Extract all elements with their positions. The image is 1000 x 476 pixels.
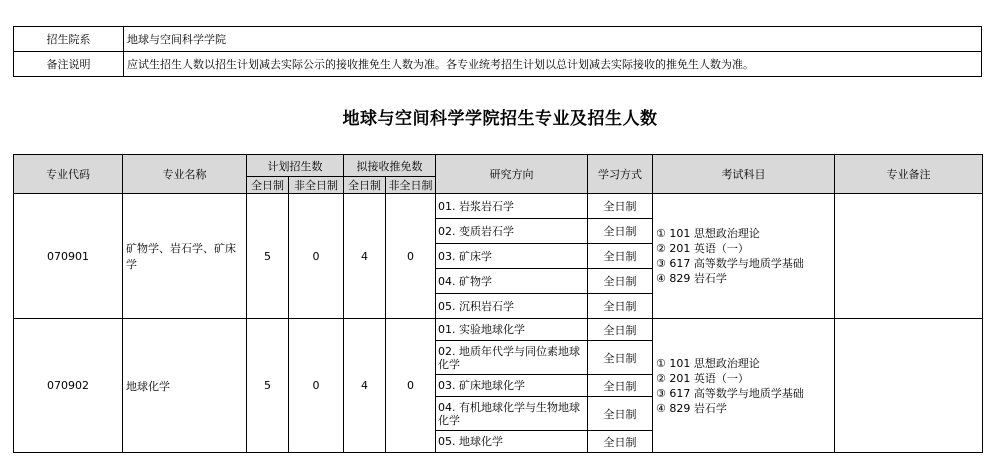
table-row [14,194,983,219]
direction-cell: 01. 实验地球化学 [436,319,588,341]
major-name: 地球化学 [123,319,247,453]
info-label: 招生院系 [14,27,124,52]
exam-subject: ④ 829 岩石学 [656,272,727,285]
rec-parttime: 0 [386,319,436,453]
header-row [14,155,983,177]
direction-cell: 05. 地球化学 [436,431,588,453]
header-code: 专业代码 [14,155,123,194]
exam-subject: ① 101 思想政治理论 [656,227,760,240]
direction-cell: 02. 地质年代学与同位素地球化学 [436,341,588,375]
header-name: 专业名称 [123,155,247,194]
major-note [835,194,983,319]
page-title: 地球与空间科学学院招生专业及招生人数 [342,109,658,129]
major-code: 070902 [14,319,123,453]
plan-parttime: 0 [289,319,344,453]
mode-cell: 全日制 [588,219,653,244]
header-note: 专业备注 [835,155,983,194]
mode-cell: 全日制 [588,341,653,375]
exam-subject: ③ 617 高等数学与地质学基础 [656,257,804,270]
plan-fulltime: 5 [247,319,289,453]
majors-table [13,154,983,453]
info-row-remark [14,52,982,77]
rec-fulltime: 4 [344,194,386,319]
header-recommend: 拟接收推免数 [344,155,436,177]
mode-cell: 全日制 [588,244,653,269]
mode-cell: 全日制 [588,194,653,219]
exam-subject: ① 101 思想政治理论 [656,356,760,370]
plan-fulltime: 5 [247,194,289,319]
major-code: 070901 [14,194,123,319]
exam-subjects [653,194,835,319]
mode-cell: 全日制 [588,319,653,341]
header-rec-parttime: 非全日制 [386,177,436,194]
direction-cell: 03. 矿床学 [436,244,588,269]
header-direction: 研究方向 [436,155,588,194]
header-plan-parttime: 非全日制 [289,177,344,194]
header-mode: 学习方式 [588,155,653,194]
rec-fulltime: 4 [344,319,386,453]
mode-cell: 全日制 [588,294,653,319]
info-row-department [14,27,982,52]
exam-subject: ② 201 英语（一） [656,371,749,385]
direction-cell: 03. 矿床地球化学 [436,375,588,397]
plan-parttime: 0 [289,194,344,319]
major-name: 矿物学、岩石学、矿床学 [123,194,247,319]
direction-cell: 04. 矿物学 [436,269,588,294]
rec-parttime: 0 [386,194,436,319]
exam-subjects [653,319,835,453]
major-note [835,319,983,453]
direction-cell: 05. 沉积岩石学 [436,294,588,319]
info-table [13,26,982,77]
exam-subject: ② 201 英语（一） [656,242,749,255]
header-rec-fulltime: 全日制 [344,177,386,194]
mode-cell: 全日制 [588,375,653,397]
info-value: 地球与空间科学学院 [124,27,982,52]
header-plan: 计划招生数 [247,155,344,177]
table-row [14,319,983,341]
info-label: 备注说明 [14,52,124,77]
info-value: 应试生招生人数以招生计划减去实际公示的接收推免生人数为准。各专业统考招生计划以总计划减去实际接收的推免生人数为准。 [124,52,982,77]
mode-cell: 全日制 [588,397,653,431]
mode-cell: 全日制 [588,269,653,294]
direction-cell: 01. 岩浆岩石学 [436,194,588,219]
header-exam: 考试科目 [653,155,835,194]
direction-cell: 02. 变质岩石学 [436,219,588,244]
exam-subject: ③ 617 高等数学与地质学基础 [656,386,804,400]
exam-subject: ④ 829 岩石学 [656,401,727,415]
mode-cell: 全日制 [588,431,653,453]
direction-cell: 04. 有机地球化学与生物地球化学 [436,397,588,431]
header-plan-fulltime: 全日制 [247,177,289,194]
